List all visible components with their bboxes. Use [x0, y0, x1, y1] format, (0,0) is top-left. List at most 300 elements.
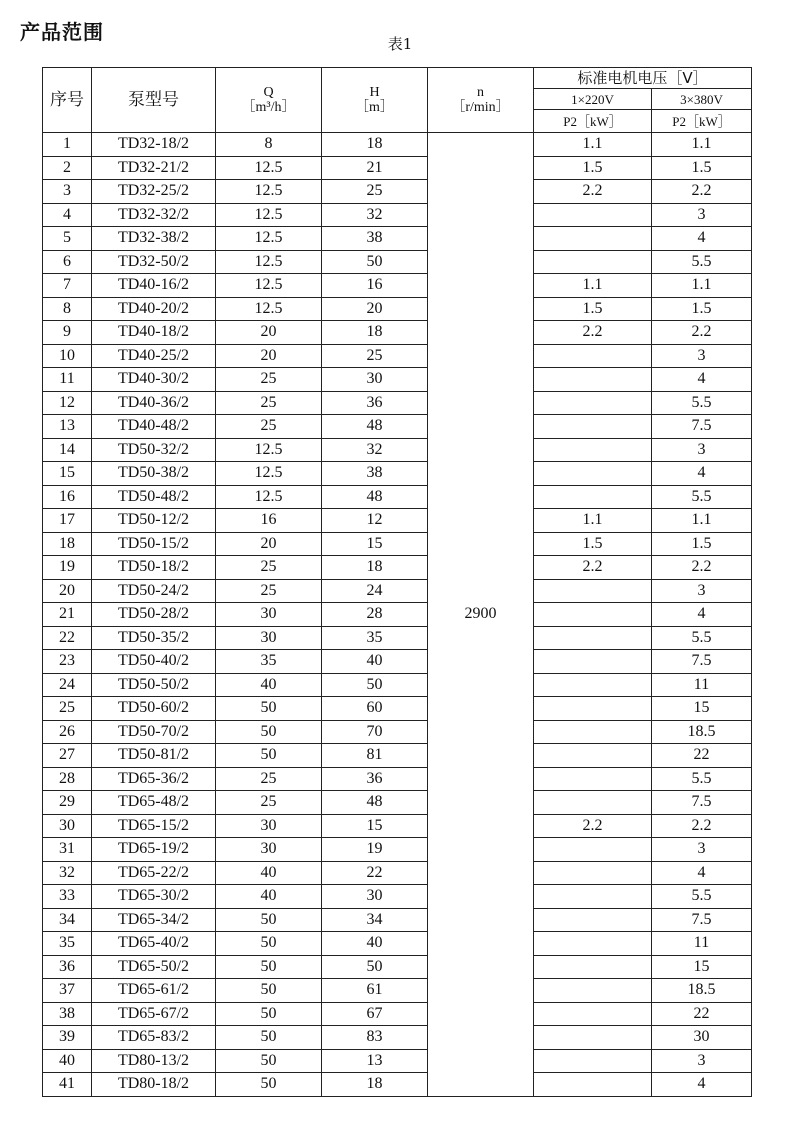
cell-index: 18: [43, 532, 92, 556]
cell-index: 8: [43, 297, 92, 321]
cell-model: TD65-15/2: [92, 814, 216, 838]
table-row: [43, 462, 752, 486]
cell-head: 30: [322, 885, 428, 909]
cell-index: 34: [43, 908, 92, 932]
cell-flow: 25: [216, 556, 322, 580]
cell-power-single-phase: 1.1: [534, 509, 652, 533]
table-row: [43, 415, 752, 439]
cell-index: 16: [43, 485, 92, 509]
header-head-unit: ［m］: [355, 100, 394, 115]
cell-flow: 12.5: [216, 203, 322, 227]
cell-power-three-phase: 5.5: [652, 626, 752, 650]
cell-index: 35: [43, 932, 92, 956]
cell-head: 70: [322, 720, 428, 744]
table-row: [43, 579, 752, 603]
cell-head: 36: [322, 767, 428, 791]
cell-model: TD65-34/2: [92, 908, 216, 932]
cell-power-three-phase: 5.5: [652, 767, 752, 791]
cell-model: TD65-48/2: [92, 791, 216, 815]
cell-power-single-phase: [534, 838, 652, 862]
cell-index: 27: [43, 744, 92, 768]
header-speed: [428, 68, 534, 133]
cell-index: 26: [43, 720, 92, 744]
cell-head: 48: [322, 791, 428, 815]
cell-model: TD80-18/2: [92, 1073, 216, 1097]
header-voltage-group: 标准电机电压［V］: [534, 68, 752, 89]
header-three-phase: 3×380V: [652, 89, 752, 110]
cell-head: 13: [322, 1049, 428, 1073]
cell-power-single-phase: [534, 885, 652, 909]
cell-index: 14: [43, 438, 92, 462]
cell-index: 39: [43, 1026, 92, 1050]
header-p2-three: P2［kW］: [652, 110, 752, 133]
cell-power-three-phase: 1.5: [652, 156, 752, 180]
table-row: [43, 814, 752, 838]
cell-flow: 50: [216, 932, 322, 956]
cell-flow: 50: [216, 1026, 322, 1050]
cell-power-three-phase: 3: [652, 1049, 752, 1073]
cell-power-single-phase: 1.1: [534, 133, 652, 157]
header-head-symbol: H: [369, 85, 380, 100]
cell-flow: 12.5: [216, 227, 322, 251]
cell-index: 10: [43, 344, 92, 368]
cell-index: 1: [43, 133, 92, 157]
cell-model: TD50-70/2: [92, 720, 216, 744]
cell-flow: 30: [216, 603, 322, 627]
cell-flow: 50: [216, 979, 322, 1003]
cell-index: 24: [43, 673, 92, 697]
cell-head: 38: [322, 462, 428, 486]
cell-model: TD50-24/2: [92, 579, 216, 603]
table-row: [43, 744, 752, 768]
table-row: [43, 509, 752, 533]
cell-power-three-phase: 7.5: [652, 908, 752, 932]
cell-flow: 25: [216, 415, 322, 439]
cell-model: TD32-25/2: [92, 180, 216, 204]
cell-head: 18: [322, 1073, 428, 1097]
cell-head: 19: [322, 838, 428, 862]
cell-head: 40: [322, 932, 428, 956]
cell-power-three-phase: 11: [652, 932, 752, 956]
cell-head: 50: [322, 955, 428, 979]
cell-flow: 50: [216, 908, 322, 932]
cell-head: 67: [322, 1002, 428, 1026]
cell-model: TD50-60/2: [92, 697, 216, 721]
cell-index: 4: [43, 203, 92, 227]
cell-head: 21: [322, 156, 428, 180]
cell-flow: 8: [216, 133, 322, 157]
cell-flow: 12.5: [216, 462, 322, 486]
cell-flow: 12.5: [216, 438, 322, 462]
cell-index: 31: [43, 838, 92, 862]
cell-power-single-phase: [534, 697, 652, 721]
cell-head: 83: [322, 1026, 428, 1050]
table-row: [43, 321, 752, 345]
table-row: [43, 274, 752, 298]
cell-power-single-phase: [534, 1026, 652, 1050]
table-row: [43, 626, 752, 650]
table-row: [43, 227, 752, 251]
cell-model: TD65-40/2: [92, 932, 216, 956]
table-header: [43, 68, 752, 133]
cell-flow: 35: [216, 650, 322, 674]
cell-power-single-phase: 1.5: [534, 297, 652, 321]
cell-power-single-phase: [534, 908, 652, 932]
cell-model: TD50-40/2: [92, 650, 216, 674]
cell-model: TD65-83/2: [92, 1026, 216, 1050]
cell-head: 15: [322, 814, 428, 838]
cell-power-three-phase: 5.5: [652, 485, 752, 509]
cell-power-single-phase: 1.5: [534, 532, 652, 556]
cell-power-single-phase: 2.2: [534, 321, 652, 345]
cell-head: 34: [322, 908, 428, 932]
cell-power-three-phase: 22: [652, 1002, 752, 1026]
cell-flow: 12.5: [216, 485, 322, 509]
cell-power-three-phase: 3: [652, 838, 752, 862]
cell-model: TD50-50/2: [92, 673, 216, 697]
cell-power-three-phase: 18.5: [652, 720, 752, 744]
cell-model: TD32-21/2: [92, 156, 216, 180]
table-row: [43, 791, 752, 815]
cell-index: 37: [43, 979, 92, 1003]
cell-flow: 16: [216, 509, 322, 533]
cell-model: TD40-48/2: [92, 415, 216, 439]
table-row: [43, 1002, 752, 1026]
table-row: [43, 650, 752, 674]
cell-power-three-phase: 4: [652, 227, 752, 251]
cell-power-three-phase: 11: [652, 673, 752, 697]
table-row: [43, 955, 752, 979]
table-row: [43, 297, 752, 321]
cell-index: 29: [43, 791, 92, 815]
cell-power-three-phase: 3: [652, 579, 752, 603]
cell-head: 12: [322, 509, 428, 533]
cell-power-three-phase: 3: [652, 203, 752, 227]
header-model: 泵型号: [92, 68, 216, 133]
cell-index: 20: [43, 579, 92, 603]
cell-power-three-phase: 4: [652, 1073, 752, 1097]
section-title: 产品范围: [20, 20, 104, 44]
product-range-table: [42, 67, 752, 1097]
cell-power-three-phase: 5.5: [652, 391, 752, 415]
cell-head: 50: [322, 250, 428, 274]
header-speed-symbol: n: [477, 85, 484, 100]
cell-power-three-phase: 2.2: [652, 180, 752, 204]
cell-flow: 20: [216, 532, 322, 556]
cell-head: 28: [322, 603, 428, 627]
table-row: [43, 133, 752, 157]
cell-power-single-phase: [534, 1073, 652, 1097]
header-flow: [216, 68, 322, 133]
cell-power-single-phase: [534, 1049, 652, 1073]
cell-head: 15: [322, 532, 428, 556]
header-head: [322, 68, 428, 133]
table-row: [43, 391, 752, 415]
cell-head: 32: [322, 203, 428, 227]
header-flow-symbol: Q: [263, 85, 274, 100]
cell-head: 60: [322, 697, 428, 721]
cell-model: TD40-30/2: [92, 368, 216, 392]
table-row: [43, 908, 752, 932]
cell-speed: 2900: [428, 133, 534, 1097]
cell-flow: 50: [216, 955, 322, 979]
cell-flow: 50: [216, 1002, 322, 1026]
table-caption: 表1: [387, 35, 413, 53]
cell-head: 48: [322, 415, 428, 439]
table-row: [43, 485, 752, 509]
cell-model: TD50-38/2: [92, 462, 216, 486]
cell-power-three-phase: 7.5: [652, 415, 752, 439]
cell-head: 16: [322, 274, 428, 298]
cell-power-single-phase: 2.2: [534, 814, 652, 838]
cell-power-single-phase: [534, 744, 652, 768]
table-row: [43, 1049, 752, 1073]
cell-head: 22: [322, 861, 428, 885]
cell-power-single-phase: [534, 979, 652, 1003]
cell-power-three-phase: 30: [652, 1026, 752, 1050]
cell-flow: 25: [216, 368, 322, 392]
cell-power-three-phase: 4: [652, 603, 752, 627]
cell-index: 19: [43, 556, 92, 580]
table-row: [43, 344, 752, 368]
cell-model: TD65-50/2: [92, 955, 216, 979]
cell-model: TD40-16/2: [92, 274, 216, 298]
cell-power-single-phase: [534, 579, 652, 603]
table-row: [43, 979, 752, 1003]
cell-head: 81: [322, 744, 428, 768]
cell-flow: 25: [216, 791, 322, 815]
cell-head: 38: [322, 227, 428, 251]
cell-flow: 50: [216, 1049, 322, 1073]
cell-index: 36: [43, 955, 92, 979]
header-flow-unit: ［m³/h］: [241, 100, 296, 115]
table-row: [43, 156, 752, 180]
cell-power-single-phase: [534, 462, 652, 486]
cell-index: 5: [43, 227, 92, 251]
cell-model: TD65-67/2: [92, 1002, 216, 1026]
cell-flow: 25: [216, 579, 322, 603]
cell-power-single-phase: [534, 673, 652, 697]
cell-model: TD50-12/2: [92, 509, 216, 533]
cell-head: 18: [322, 556, 428, 580]
table-row: [43, 767, 752, 791]
table-row: [43, 438, 752, 462]
cell-flow: 40: [216, 861, 322, 885]
cell-flow: 12.5: [216, 250, 322, 274]
cell-power-three-phase: 2.2: [652, 321, 752, 345]
cell-model: TD32-18/2: [92, 133, 216, 157]
cell-power-three-phase: 1.1: [652, 274, 752, 298]
table-row: [43, 720, 752, 744]
cell-flow: 25: [216, 767, 322, 791]
cell-flow: 40: [216, 885, 322, 909]
cell-model: TD40-18/2: [92, 321, 216, 345]
table-row: [43, 861, 752, 885]
cell-model: TD50-18/2: [92, 556, 216, 580]
cell-power-three-phase: 2.2: [652, 556, 752, 580]
cell-flow: 50: [216, 697, 322, 721]
cell-head: 24: [322, 579, 428, 603]
table-body: [43, 133, 752, 1097]
table-row: [43, 556, 752, 580]
cell-model: TD65-30/2: [92, 885, 216, 909]
table-row: [43, 838, 752, 862]
table-row: [43, 203, 752, 227]
cell-index: 40: [43, 1049, 92, 1073]
cell-power-single-phase: 1.5: [534, 156, 652, 180]
cell-model: TD40-36/2: [92, 391, 216, 415]
cell-flow: 25: [216, 391, 322, 415]
cell-power-three-phase: 2.2: [652, 814, 752, 838]
cell-index: 17: [43, 509, 92, 533]
cell-model: TD50-15/2: [92, 532, 216, 556]
cell-head: 61: [322, 979, 428, 1003]
cell-power-three-phase: 22: [652, 744, 752, 768]
cell-index: 30: [43, 814, 92, 838]
cell-head: 18: [322, 321, 428, 345]
cell-flow: 30: [216, 626, 322, 650]
table-row: [43, 1026, 752, 1050]
cell-index: 11: [43, 368, 92, 392]
cell-head: 30: [322, 368, 428, 392]
cell-index: 12: [43, 391, 92, 415]
table-row: [43, 368, 752, 392]
cell-power-single-phase: [534, 626, 652, 650]
cell-model: TD50-48/2: [92, 485, 216, 509]
cell-power-single-phase: [534, 955, 652, 979]
cell-model: TD40-25/2: [92, 344, 216, 368]
cell-index: 41: [43, 1073, 92, 1097]
header-p2-single: P2［kW］: [534, 110, 652, 133]
cell-power-single-phase: [534, 650, 652, 674]
cell-head: 40: [322, 650, 428, 674]
cell-index: 28: [43, 767, 92, 791]
cell-power-three-phase: 4: [652, 368, 752, 392]
cell-power-single-phase: [534, 861, 652, 885]
cell-power-single-phase: [534, 344, 652, 368]
cell-model: TD50-32/2: [92, 438, 216, 462]
cell-head: 32: [322, 438, 428, 462]
cell-power-single-phase: [534, 227, 652, 251]
cell-power-single-phase: 2.2: [534, 180, 652, 204]
cell-flow: 12.5: [216, 297, 322, 321]
cell-index: 22: [43, 626, 92, 650]
cell-power-single-phase: [534, 791, 652, 815]
cell-index: 6: [43, 250, 92, 274]
cell-index: 2: [43, 156, 92, 180]
cell-flow: 30: [216, 814, 322, 838]
cell-flow: 30: [216, 838, 322, 862]
cell-flow: 50: [216, 720, 322, 744]
cell-power-three-phase: 3: [652, 344, 752, 368]
cell-power-single-phase: [534, 203, 652, 227]
cell-flow: 20: [216, 344, 322, 368]
cell-power-single-phase: [534, 368, 652, 392]
cell-model: TD40-20/2: [92, 297, 216, 321]
cell-head: 50: [322, 673, 428, 697]
cell-index: 15: [43, 462, 92, 486]
cell-model: TD65-61/2: [92, 979, 216, 1003]
cell-power-single-phase: [534, 438, 652, 462]
cell-power-single-phase: 2.2: [534, 556, 652, 580]
table-row: [43, 1073, 752, 1097]
cell-power-single-phase: 1.1: [534, 274, 652, 298]
cell-power-single-phase: [534, 1002, 652, 1026]
cell-power-single-phase: [534, 250, 652, 274]
cell-power-single-phase: [534, 485, 652, 509]
cell-model: TD65-36/2: [92, 767, 216, 791]
cell-head: 18: [322, 133, 428, 157]
table-row: [43, 932, 752, 956]
cell-head: 25: [322, 180, 428, 204]
cell-power-three-phase: 4: [652, 462, 752, 486]
cell-flow: 40: [216, 673, 322, 697]
cell-index: 32: [43, 861, 92, 885]
cell-power-single-phase: [534, 720, 652, 744]
cell-index: 13: [43, 415, 92, 439]
table-row: [43, 250, 752, 274]
cell-index: 7: [43, 274, 92, 298]
cell-power-three-phase: 15: [652, 697, 752, 721]
cell-power-three-phase: 1.1: [652, 509, 752, 533]
cell-power-three-phase: 1.5: [652, 532, 752, 556]
cell-index: 33: [43, 885, 92, 909]
cell-power-single-phase: [534, 391, 652, 415]
cell-head: 20: [322, 297, 428, 321]
cell-power-three-phase: 4: [652, 861, 752, 885]
cell-power-three-phase: 15: [652, 955, 752, 979]
cell-power-three-phase: 3: [652, 438, 752, 462]
cell-head: 25: [322, 344, 428, 368]
cell-index: 23: [43, 650, 92, 674]
cell-model: TD65-19/2: [92, 838, 216, 862]
header-speed-unit: ［r/min］: [451, 100, 510, 115]
table-row: [43, 885, 752, 909]
table-row: [43, 697, 752, 721]
cell-power-three-phase: 18.5: [652, 979, 752, 1003]
cell-power-single-phase: [534, 932, 652, 956]
cell-power-single-phase: [534, 767, 652, 791]
cell-head: 35: [322, 626, 428, 650]
cell-model: TD50-35/2: [92, 626, 216, 650]
cell-flow: 12.5: [216, 180, 322, 204]
cell-model: TD65-22/2: [92, 861, 216, 885]
cell-model: TD32-38/2: [92, 227, 216, 251]
header-index: 序号: [43, 68, 92, 133]
cell-power-three-phase: 5.5: [652, 250, 752, 274]
cell-index: 9: [43, 321, 92, 345]
table-row: [43, 532, 752, 556]
cell-model: TD32-32/2: [92, 203, 216, 227]
cell-model: TD50-81/2: [92, 744, 216, 768]
table-row: [43, 603, 752, 627]
cell-power-three-phase: 1.1: [652, 133, 752, 157]
cell-flow: 50: [216, 744, 322, 768]
cell-power-three-phase: 7.5: [652, 791, 752, 815]
header-single-phase: 1×220V: [534, 89, 652, 110]
cell-flow: 20: [216, 321, 322, 345]
cell-power-three-phase: 5.5: [652, 885, 752, 909]
cell-index: 38: [43, 1002, 92, 1026]
cell-flow: 50: [216, 1073, 322, 1097]
cell-model: TD80-13/2: [92, 1049, 216, 1073]
cell-index: 21: [43, 603, 92, 627]
cell-flow: 12.5: [216, 274, 322, 298]
cell-index: 3: [43, 180, 92, 204]
cell-index: 25: [43, 697, 92, 721]
table-row: [43, 673, 752, 697]
cell-model: TD50-28/2: [92, 603, 216, 627]
